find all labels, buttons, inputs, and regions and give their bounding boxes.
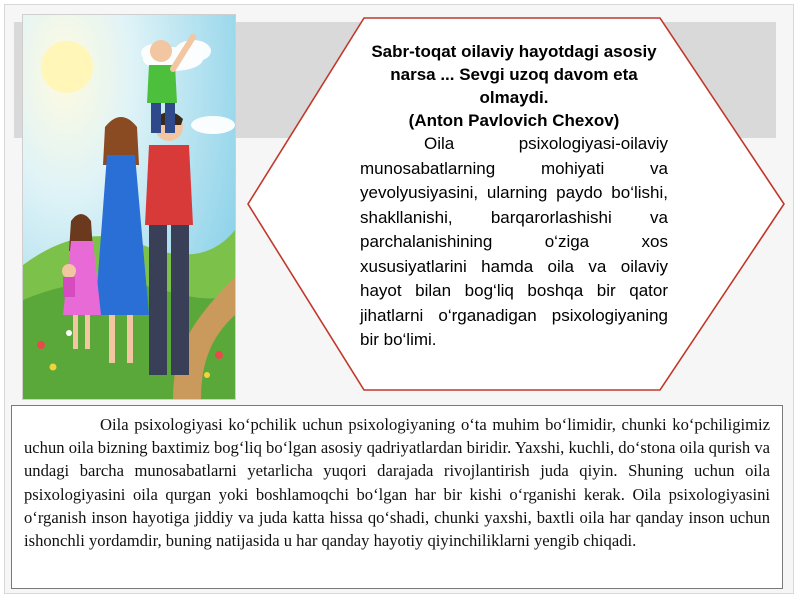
- epigraph-text: Sabr-toqat oilaviy hayotdagi asosiy narsa ... Sevgi uzoq davom eta olmaydi.: [371, 42, 657, 107]
- sun-icon: [41, 41, 93, 93]
- family-walking-illustration: [23, 15, 235, 399]
- toddler-figure-icon: [62, 264, 76, 297]
- definition-text: Oila psixologiyasi-oilaviy munosabatlarning mohiyati va yevolyusiyasini, ularning paydo bo‘lishi, shakllanishi, barqarorlashishi va parchalanishining o‘ziga xos xususiyatlarini hamda oila va oilaviy hayot bilan bog‘liq boshqa bir qator jihatlarni o‘rganadigan psixologiyaning bir bo‘limi.: [360, 134, 668, 349]
- epigraph-quote: [360, 40, 668, 132]
- main-paragraph: Oila psixologiyasi ko‘pchilik uchun psixologiyaning o‘ta muhim bo‘limidir, chunki ko‘pchiligimiz uchun oila bizning baxtimiz bog‘liq bo‘lgan asosiy qadriyatlardan biridir. Yaxshi, kuchli, do‘stona oila qurish va undagi barcha munosabatlarni yetarlicha yuqori darajada rivojlantirish juda qiyin. Shuning uchun oila psixologiyasini oila qurgan yoki boshlamoqchi bo‘lgan har bir kishi o‘rganishi kerak. Oila psixologiyasini o‘rganish inson hayotiga jiddiy va juda katta hissa qo‘shadi, chunki yaxshi, baxtli oila har qanday inson uchun ishonchli yordamdir, buning natijasida u har qanday hayotiy qiyinchiliklarni yengib chiqadi.: [24, 415, 770, 551]
- hexagon-content: [360, 40, 668, 353]
- main-text-box: [11, 405, 783, 589]
- epigraph-author: (Anton Pavlovich Chexov): [408, 111, 620, 130]
- family-illustration: [22, 14, 236, 400]
